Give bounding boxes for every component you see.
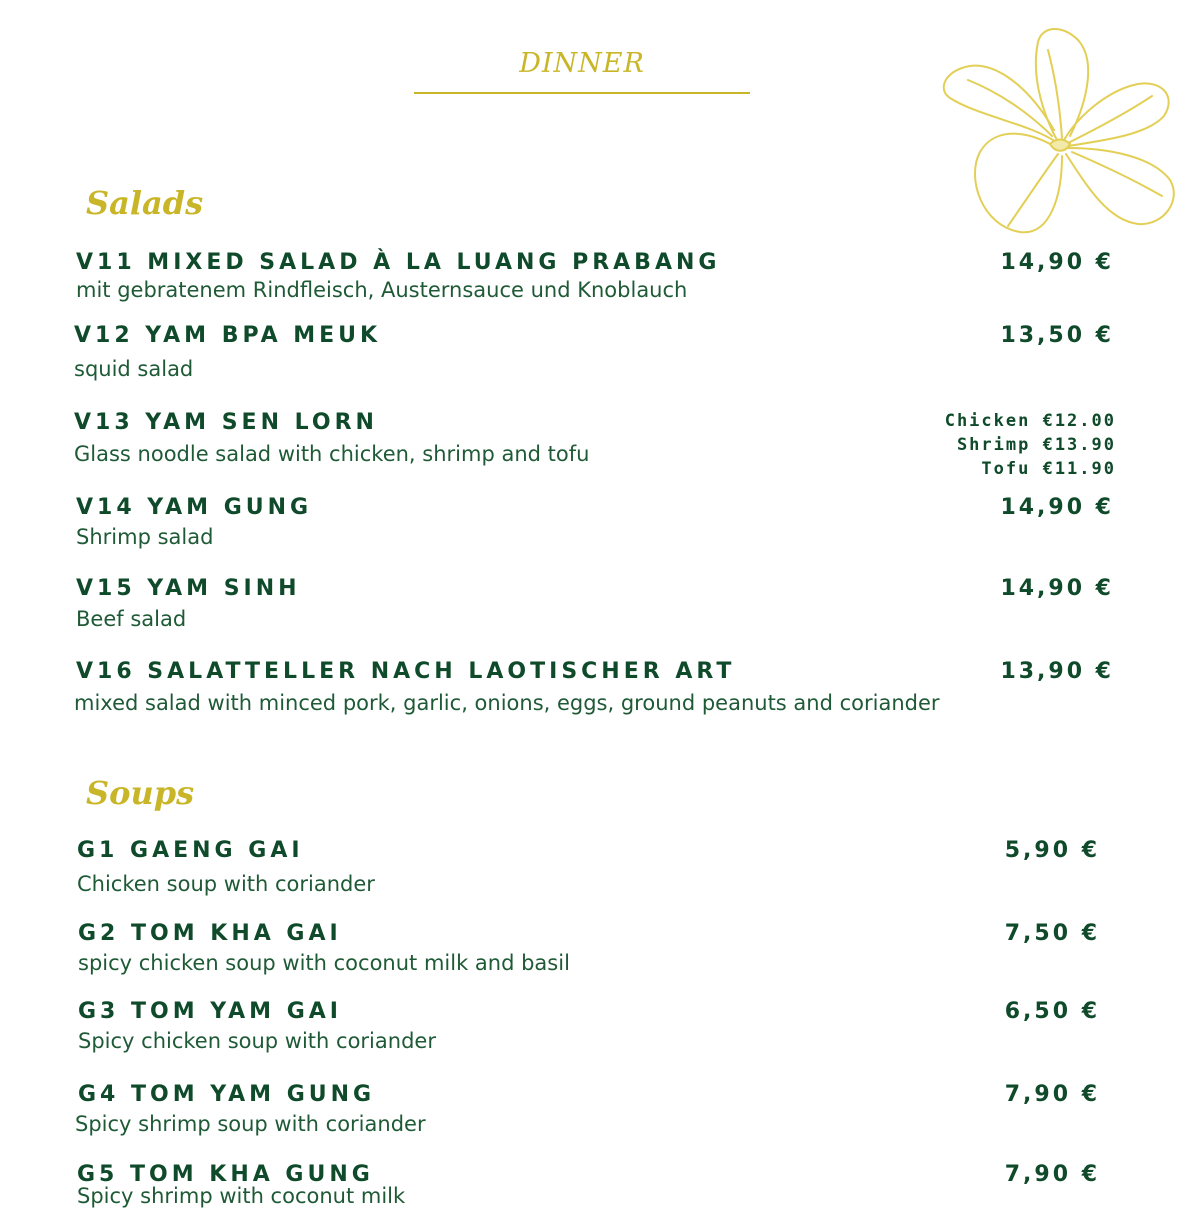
section-title-salads: Salads <box>86 184 204 222</box>
menu-item-price: 13,90 € <box>1000 659 1114 684</box>
menu-item-description: spicy chicken soup with coconut milk and basil <box>78 951 570 975</box>
header-divider <box>414 92 750 94</box>
menu-item-name: G5 TOM KHA GUNG <box>77 1162 374 1187</box>
menu-item-price: 13,50 € <box>1000 323 1114 348</box>
menu-item-price: 7,50 € <box>1004 921 1100 946</box>
menu-item-price-options <box>945 409 1116 481</box>
menu-item-name: V16 SALATTELLER NACH LAOTISCHER ART <box>76 659 736 684</box>
menu-item-name: G4 TOM YAM GUNG <box>78 1082 376 1107</box>
menu-item-name: G3 TOM YAM GAI <box>78 999 342 1024</box>
menu-item-name: V15 YAM SINH <box>76 576 301 601</box>
menu-item-price: 7,90 € <box>1004 1162 1100 1187</box>
menu-item-name: V12 YAM BPA MEUK <box>74 323 382 348</box>
price-option-chicken: Chicken €12.00 <box>944 411 1116 431</box>
menu-item-price: 14,90 € <box>1000 576 1114 601</box>
menu-item-description: mit gebratenem Rindfleisch, Austernsauce und Knoblauch <box>76 278 688 302</box>
menu-item-description: Spicy shrimp soup with coriander <box>75 1112 426 1136</box>
section-title-soups: Soups <box>86 774 195 812</box>
menu-item-name: G2 TOM KHA GAI <box>78 921 342 946</box>
price-option-shrimp: Shrimp €13.90 <box>956 435 1116 455</box>
plumeria-flower-icon <box>938 20 1178 238</box>
menu-item-description: Spicy chicken soup with coriander <box>78 1029 436 1053</box>
price-option-tofu: Tofu €11.90 <box>981 459 1116 479</box>
menu-header-title: DINNER <box>519 48 645 79</box>
menu-item-description: Beef salad <box>76 607 187 631</box>
menu-item-price: 14,90 € <box>1000 250 1114 275</box>
menu-item-description: Chicken soup with coriander <box>77 872 375 896</box>
menu-item-price: 6,50 € <box>1004 999 1100 1024</box>
menu-item-price: 7,90 € <box>1004 1082 1100 1107</box>
menu-item-name: V14 YAM GUNG <box>76 495 313 520</box>
menu-item-description: Glass noodle salad with chicken, shrimp and tofu <box>74 442 590 466</box>
menu-item-name: V13 YAM SEN LORN <box>74 410 378 435</box>
menu-item-name: V11 MIXED SALAD À LA LUANG PRABANG <box>76 250 721 275</box>
menu-item-description: Spicy shrimp with coconut milk <box>77 1184 406 1208</box>
menu-item-description: squid salad <box>74 357 194 381</box>
menu-item-name: G1 GAENG GAI <box>77 838 304 863</box>
menu-item-description: Shrimp salad <box>76 525 214 549</box>
menu-item-price: 14,90 € <box>1000 495 1114 520</box>
menu-item-description: mixed salad with minced pork, garlic, onions, eggs, ground peanuts and coriander <box>74 691 940 715</box>
menu-item-price: 5,90 € <box>1004 838 1100 863</box>
